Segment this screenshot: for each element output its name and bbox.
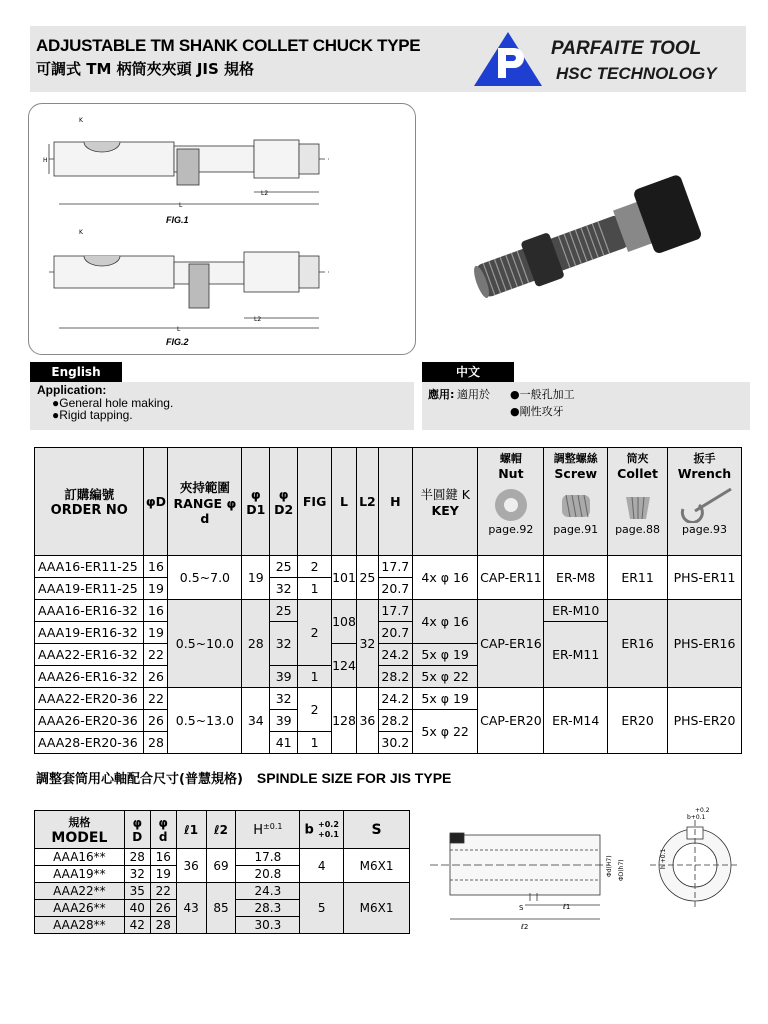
collet-icon: [618, 483, 658, 523]
screw-icon: [556, 483, 596, 523]
cell-fig: 1: [298, 578, 332, 600]
cell-screw: ER-M14: [544, 688, 608, 754]
order-no: AAA16-ER16-32: [35, 600, 144, 622]
cell-d: 26: [144, 666, 168, 688]
cell-h: 28.2: [378, 666, 412, 688]
cell-l2: 36: [356, 688, 378, 754]
table-row: [35, 600, 742, 622]
nut-icon: [491, 483, 531, 523]
cell-d: 26: [144, 710, 168, 732]
cell-l: 124: [332, 644, 357, 688]
cell-range: 0.5~13.0: [168, 688, 242, 754]
header-phiD: φD: [144, 448, 168, 556]
spindle-section-title: 調整套筒用心軸配合尺寸(普慧規格) SPINDLE SIZE FOR JIS TYPE: [36, 770, 452, 787]
wrench-icon: [675, 483, 735, 523]
header-wrench: 扳手 Wrench page.93: [668, 448, 742, 556]
cell-d2: 39: [270, 710, 298, 732]
cell-d1: 28: [242, 600, 270, 688]
parfaite-logo: [472, 30, 544, 88]
drawing-label-h: h +0.1: [660, 848, 667, 869]
screw-page-link[interactable]: page.91: [553, 523, 599, 536]
cell-collet: ER20: [608, 688, 668, 754]
spindle-technical-drawing: [425, 805, 745, 935]
header-h: H: [378, 448, 412, 556]
cell-fig: 2: [298, 600, 332, 666]
cell-key: 5x φ 22: [412, 710, 478, 754]
chuck-technical-drawing: [29, 104, 417, 356]
spindle-row: AAA19** 32 19 20.8: [35, 866, 410, 883]
order-no: AAA26-ER16-32: [35, 666, 144, 688]
header-l: L: [332, 448, 357, 556]
cell-l2: 25: [356, 556, 378, 600]
cell-key: 4x φ 16: [412, 600, 478, 644]
cell-screw: ER-M11: [544, 622, 608, 688]
order-no: AAA16-ER11-25: [35, 556, 144, 578]
cell-key: 4x φ 16: [412, 556, 478, 600]
cell-fig: 2: [298, 688, 332, 732]
cell-h: 20.7: [378, 578, 412, 600]
page-title: ADJUSTABLE TM SHANK COLLET CHUCK TYPE: [36, 36, 421, 55]
label-h: H: [43, 157, 48, 164]
cell-key: 5x φ 19: [412, 644, 478, 666]
spindle-header-model: 規格 MODEL: [35, 811, 125, 849]
spindle-row: AAA22** 35 22 43 85 24.3 5 M6X1: [35, 883, 410, 900]
spindle-table: [34, 810, 410, 934]
cell-d: 22: [144, 644, 168, 666]
spindle-row: AAA26** 40 26 28.3: [35, 900, 410, 917]
brand-name: PARFAITE TOOL: [551, 38, 702, 59]
label-k: K: [79, 117, 83, 124]
figure-panel: [28, 103, 416, 355]
spindle-row: AAA28** 42 28 30.3: [35, 917, 410, 934]
order-table: [34, 447, 742, 754]
header-d2: φ D2: [270, 448, 298, 556]
cell-nut: CAP-ER11: [478, 556, 544, 600]
header-d1: φ D1: [242, 448, 270, 556]
cell-d2: 39: [270, 666, 298, 688]
spindle-header-b: b +0.2 +0.1: [300, 811, 344, 849]
cell-d: 16: [144, 556, 168, 578]
collet-page-link[interactable]: page.88: [615, 523, 661, 536]
table-row: [35, 688, 742, 710]
cell-key: 5x φ 22: [412, 666, 478, 688]
cell-l: 101: [332, 556, 357, 600]
drawing-label-s: S: [519, 904, 524, 912]
drawing-label-l2: ℓ2: [521, 923, 529, 931]
cell-h: 24.2: [378, 688, 412, 710]
order-no: AAA19-ER16-32: [35, 622, 144, 644]
application-title-zh: 應用:: [428, 388, 455, 401]
spindle-header-D: φ D: [124, 811, 150, 849]
cell-d2: 32: [270, 688, 298, 710]
wrench-page-link[interactable]: page.93: [682, 523, 727, 536]
cell-wrench: PHS-ER16: [668, 600, 742, 688]
order-no: AAA19-ER11-25: [35, 578, 144, 600]
cell-screw: ER-M10: [544, 600, 608, 622]
nut-page-link[interactable]: page.92: [488, 523, 534, 536]
cell-h: 30.2: [378, 732, 412, 754]
cell-h: 17.7: [378, 600, 412, 622]
drawing-label-Dh7: ΦD(h7): [618, 859, 625, 881]
drawing-label-b-upper: +0.2: [695, 807, 710, 814]
fig2-caption: FIG.2: [166, 337, 189, 347]
spindle-header-d: φ d: [150, 811, 176, 849]
drawing-label-l1: ℓ1: [563, 903, 571, 911]
cell-d2: 32: [270, 578, 298, 600]
application-item-zh-1: ●一般孔加工: [510, 388, 575, 401]
spindle-header-l1: ℓ1: [176, 811, 206, 849]
label-k-fig2: K: [79, 229, 83, 236]
header-key: 半圓鍵 K KEY: [412, 448, 478, 556]
cell-collet: ER16: [608, 600, 668, 688]
cell-nut: CAP-ER16: [478, 600, 544, 688]
spindle-header-S: S: [344, 811, 410, 849]
application-title-en: Application:: [37, 383, 107, 397]
cell-d: 19: [144, 578, 168, 600]
cell-h: 20.7: [378, 622, 412, 644]
table-row: [35, 556, 742, 578]
label-l: L: [179, 202, 183, 209]
application-item-1: ●General hole making.: [52, 396, 174, 410]
cell-d2: 25: [270, 556, 298, 578]
cell-fig: 1: [298, 666, 332, 688]
spindle-row: AAA16** 28 16 36 69 17.8 4 M6X1: [35, 849, 410, 866]
cell-collet: ER11: [608, 556, 668, 600]
brand-tagline: HSC TECHNOLOGY: [556, 64, 717, 83]
label-l2: L2: [261, 190, 269, 197]
cell-screw: ER-M8: [544, 556, 608, 600]
english-label: English: [30, 362, 122, 382]
application-item-zh-2: ●剛性攻牙: [510, 405, 564, 418]
application-prefix-zh: 適用於: [457, 388, 490, 401]
header-l2: L2: [356, 448, 378, 556]
cell-d: 16: [144, 600, 168, 622]
header-range: 夾持範圍 RANGE φ d: [168, 448, 242, 556]
header-nut: 螺帽 Nut page.92: [478, 448, 544, 556]
cell-h: 28.2: [378, 710, 412, 732]
header-collet: 筒夾 Collet page.88: [608, 448, 668, 556]
cell-d2: 25: [270, 600, 298, 622]
fig1-caption: FIG.1: [166, 215, 189, 225]
cell-d2: 32: [270, 622, 298, 666]
chinese-label: 中文: [422, 362, 514, 382]
cell-l: 108: [332, 600, 357, 644]
cell-d: 28: [144, 732, 168, 754]
header-order: 訂購編號 ORDER NO: [35, 448, 144, 556]
label-l-fig2: L: [177, 326, 181, 333]
cell-d2: 41: [270, 732, 298, 754]
cell-l: 128: [332, 688, 357, 754]
cell-h: 24.2: [378, 644, 412, 666]
spindle-header-H: $H^{\pm 0.1}$: [236, 811, 300, 849]
cell-range: 0.5~10.0: [168, 600, 242, 688]
cell-d: 19: [144, 622, 168, 644]
cell-key: 5x φ 19: [412, 688, 478, 710]
order-no: AAA22-ER20-36: [35, 688, 144, 710]
cell-fig: 2: [298, 556, 332, 578]
cell-nut: CAP-ER20: [478, 688, 544, 754]
drawing-label-dh7: Φd(H7): [606, 855, 613, 877]
cell-l2: 32: [356, 600, 378, 688]
header-fig: FIG: [298, 448, 332, 556]
cell-h: 17.7: [378, 556, 412, 578]
application-item-2: ●Rigid tapping.: [52, 408, 133, 422]
cell-wrench: PHS-ER11: [668, 556, 742, 600]
cell-d1: 34: [242, 688, 270, 754]
header-screw: 調整螺絲 Screw page.91: [544, 448, 608, 556]
page-title-chinese: 可調式 TM 柄筒夾夾頭 JIS 規格: [36, 60, 255, 78]
cell-fig: 1: [298, 732, 332, 754]
cell-wrench: PHS-ER20: [668, 688, 742, 754]
order-no: AAA22-ER16-32: [35, 644, 144, 666]
order-no: AAA28-ER20-36: [35, 732, 144, 754]
cell-d1: 19: [242, 556, 270, 600]
label-l2-fig2: L2: [254, 316, 262, 323]
order-no: AAA26-ER20-36: [35, 710, 144, 732]
collet-chuck-product-photo: [460, 170, 720, 300]
spindle-header-l2: ℓ2: [206, 811, 236, 849]
drawing-label-b: b+0.1: [687, 814, 706, 821]
cell-range: 0.5~7.0: [168, 556, 242, 600]
cell-d: 22: [144, 688, 168, 710]
